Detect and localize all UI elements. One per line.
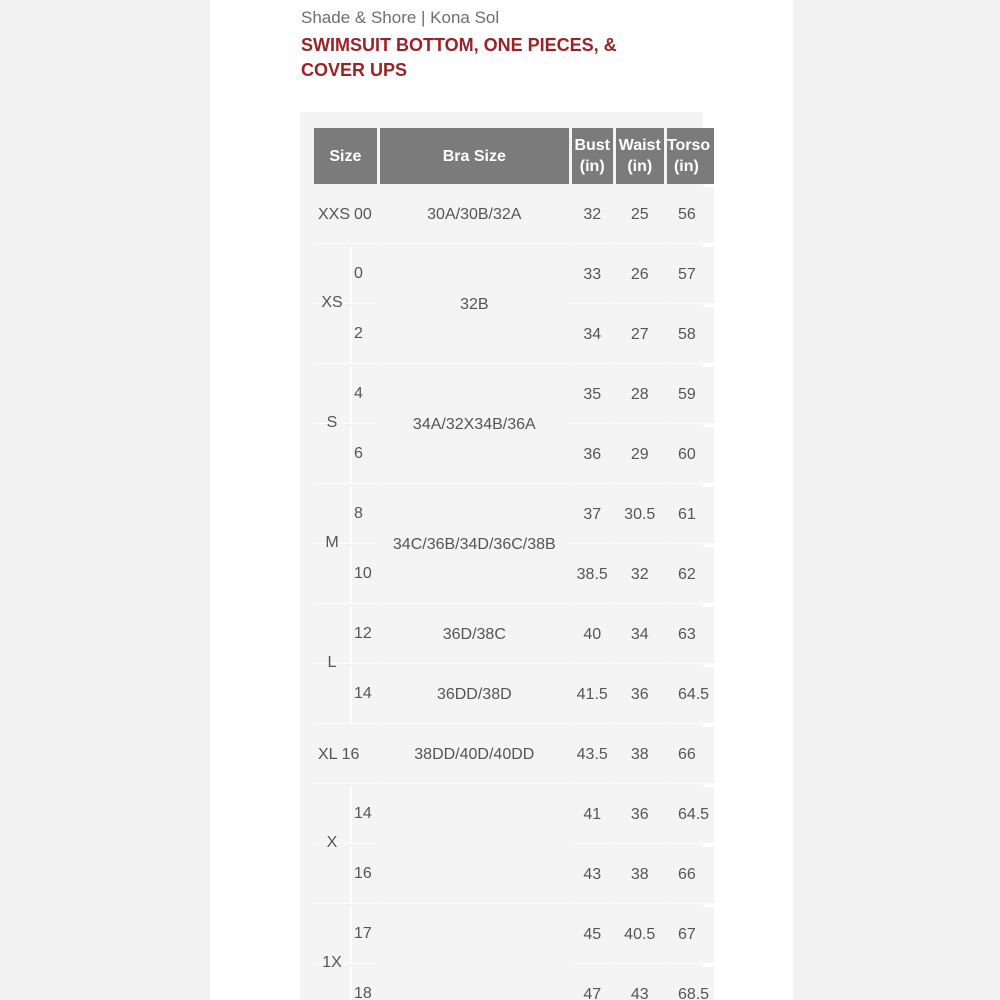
bra-size-cell: 34A/32X34B/36A [380, 367, 569, 484]
brand-subtitle: Shade & Shore | Kona Sol [301, 8, 500, 27]
size-label-cell [314, 247, 377, 311]
size-label: 1X [322, 954, 342, 971]
col-header-size: Size [314, 128, 377, 184]
torso-cell: 59 [667, 367, 714, 424]
size-label-cell [314, 367, 377, 431]
waist-cell: 30.5 [616, 487, 664, 544]
col-header-torso-line2: (in) [673, 158, 699, 175]
bra-size-cell [380, 787, 569, 904]
size-divider [350, 907, 352, 963]
bra-size-cell: 34C/36B/34D/36C/38B [380, 487, 569, 604]
size-label-cell [314, 427, 377, 484]
waist-cell: 38 [616, 847, 664, 904]
size-number: 12 [354, 625, 372, 642]
size-number: 00 [354, 206, 372, 223]
table-row [314, 907, 714, 964]
waist-cell: 38 [616, 727, 664, 784]
size-table-scroll[interactable] [314, 128, 717, 1000]
bust-cell: 35 [572, 367, 613, 424]
torso-cell: 57 [667, 247, 714, 304]
size-label-cell [314, 487, 377, 551]
size-number: 18 [354, 985, 372, 1000]
table-row [314, 727, 714, 784]
bust-cell: 36 [572, 427, 613, 484]
size-divider [350, 547, 352, 603]
table-row [314, 667, 714, 724]
waist-cell: 26 [616, 247, 664, 304]
size-label: L [327, 654, 337, 671]
size-label-cell [314, 547, 377, 604]
size-number: 16 [354, 865, 372, 882]
col-header-torso [667, 128, 714, 184]
col-header-torso-line1: Torso [666, 137, 711, 154]
torso-cell: 60 [667, 427, 714, 484]
table-header-row [314, 128, 714, 184]
torso-cell: 58 [667, 307, 714, 364]
waist-cell: 28 [616, 367, 664, 424]
col-header-bra-size: Bra Size [380, 128, 569, 184]
torso-cell: 66 [667, 727, 714, 784]
size-divider [350, 307, 352, 363]
bust-cell: 37 [572, 487, 613, 544]
size-number: 4 [354, 385, 363, 402]
bust-cell: 43.5 [572, 727, 613, 784]
col-header-bust [572, 128, 613, 184]
section-heading: SWIMSUIT BOTTOM, ONE PIECES, & COVER UPS [301, 35, 617, 80]
torso-cell: 63 [667, 607, 714, 664]
size-number: 10 [354, 565, 372, 582]
size-divider [350, 847, 352, 903]
size-label-cell [314, 787, 377, 851]
waist-cell: 32 [616, 547, 664, 604]
bust-cell: 43 [572, 847, 613, 904]
col-header-waist-line1: Waist [618, 137, 661, 154]
size-divider [350, 247, 352, 303]
size-divider [350, 427, 352, 483]
size-number: 6 [354, 445, 363, 462]
waist-cell: 36 [616, 667, 664, 724]
size-number: 14 [354, 805, 372, 822]
size-label: XL [318, 746, 338, 763]
size-number: 0 [354, 265, 363, 282]
waist-cell: 25 [616, 187, 664, 244]
size-label: M [325, 534, 339, 551]
bust-cell: 34 [572, 307, 613, 364]
size-divider [350, 787, 352, 843]
torso-cell: 56 [667, 187, 714, 244]
bust-cell: 32 [572, 187, 613, 244]
torso-cell: 64.5 [667, 787, 714, 844]
size-divider [350, 367, 352, 423]
size-divider [350, 607, 352, 663]
table-row [314, 367, 714, 424]
size-number: 16 [341, 746, 360, 763]
waist-cell: 34 [616, 607, 664, 664]
torso-cell: 66 [667, 847, 714, 904]
torso-cell: 62 [667, 547, 714, 604]
torso-cell: 68.5 [667, 967, 714, 1000]
bra-size-cell: 32B [380, 247, 569, 364]
size-number: 2 [354, 325, 363, 342]
table-row [314, 787, 714, 844]
bust-cell: 41 [572, 787, 613, 844]
waist-cell: 43 [616, 967, 664, 1000]
col-header-bust-line1: Bust [574, 137, 610, 154]
col-header-waist [616, 128, 664, 184]
table-row [314, 487, 714, 544]
size-chart-page [210, 0, 793, 1000]
table-row [314, 187, 714, 244]
bust-cell: 40 [572, 607, 613, 664]
bra-size-cell: 36DD/38D [380, 667, 569, 724]
bust-cell: 38.5 [572, 547, 613, 604]
size-label-cell [314, 727, 377, 784]
size-label: XS [321, 294, 343, 311]
waist-cell: 36 [616, 787, 664, 844]
size-label: XXS [318, 206, 351, 223]
col-header-bust-line2: (in) [579, 158, 605, 175]
size-label: X [326, 834, 338, 851]
size-number: 17 [354, 925, 372, 942]
size-label-cell [314, 607, 377, 671]
size-label: S [326, 414, 338, 431]
torso-cell: 61 [667, 487, 714, 544]
size-label-cell [314, 907, 377, 971]
bra-size-cell: 36D/38C [380, 607, 569, 664]
size-table-body [314, 187, 714, 1000]
waist-cell: 40.5 [616, 907, 664, 964]
table-row [314, 607, 714, 664]
torso-cell: 67 [667, 907, 714, 964]
size-divider [350, 667, 352, 723]
size-number: 14 [354, 685, 372, 702]
bra-size-cell: 30A/30B/32A [380, 187, 569, 244]
bust-cell: 47 [572, 967, 613, 1000]
size-label-cell [314, 847, 377, 904]
waist-cell: 29 [616, 427, 664, 484]
bust-cell: 45 [572, 907, 613, 964]
size-table [314, 128, 717, 1000]
size-divider [350, 967, 352, 1000]
size-divider [350, 487, 352, 543]
table-row [314, 247, 714, 304]
waist-cell: 27 [616, 307, 664, 364]
bust-cell: 41.5 [572, 667, 613, 724]
bra-size-cell: 38DD/40D/40DD [380, 727, 569, 784]
size-label-cell [314, 307, 377, 364]
size-label-cell [314, 187, 377, 244]
size-label-cell [314, 667, 377, 724]
torso-cell: 64.5 [667, 667, 714, 724]
col-header-waist-line2: (in) [627, 158, 653, 175]
bra-size-cell [380, 907, 569, 1000]
bust-cell: 33 [572, 247, 613, 304]
size-table-panel [300, 112, 711, 1000]
size-number: 8 [354, 505, 363, 522]
